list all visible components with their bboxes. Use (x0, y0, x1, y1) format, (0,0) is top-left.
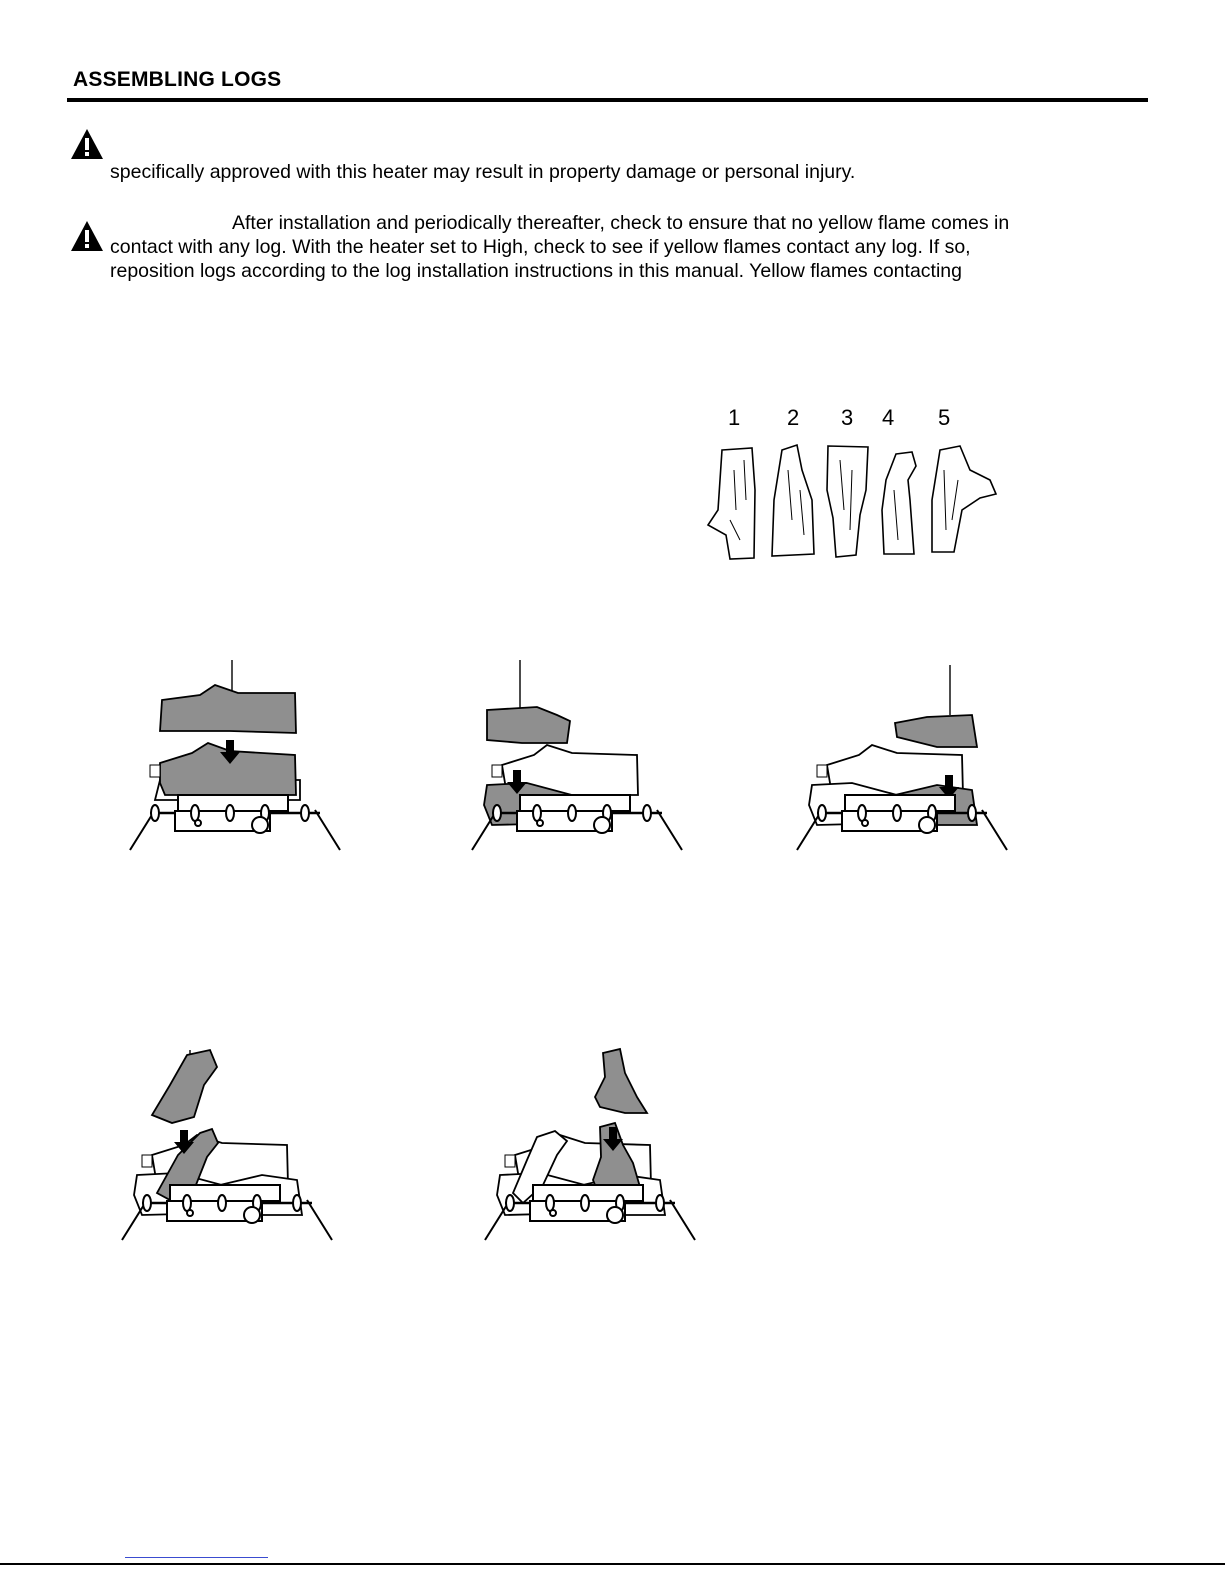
warning-triangle-icon (70, 220, 104, 252)
log-number-3: 3 (841, 405, 854, 430)
footer-link-underline (125, 1557, 268, 1558)
log-2-drawing (487, 707, 570, 743)
log-number-5: 5 (938, 405, 951, 430)
section-title: ASSEMBLING LOGS (73, 68, 282, 91)
warning-2-line-3: reposition logs according to the log installation instructions in this manual. Yellow flames contacting (110, 260, 962, 282)
step-2-illustration (462, 655, 692, 865)
log-3-drawing (827, 446, 868, 557)
warning-1-line-1: specifically approved with this heater may result in property damage or personal injury. (110, 161, 856, 183)
log-number-1: 1 (728, 405, 741, 430)
log-5-drawing (595, 1049, 647, 1113)
valve-drawing (492, 765, 502, 777)
grate-drawing (130, 795, 340, 850)
title-rule (67, 98, 1148, 102)
valve-drawing (817, 765, 827, 777)
step-5-illustration (475, 1045, 705, 1255)
warning-2-line-1: After installation and periodically thereafter, check to ensure that no yellow flame comes in (232, 212, 1010, 234)
valve-drawing (150, 765, 160, 777)
warning-triangle-icon (70, 128, 104, 160)
log-set-illustration (700, 440, 1010, 570)
log-1-drawing (160, 685, 296, 733)
log-number-4: 4 (882, 405, 895, 430)
log-3-drawing (895, 715, 977, 747)
step-3-illustration (787, 655, 1017, 865)
valve-drawing (505, 1155, 515, 1167)
warning-2-line-2: contact with any log. With the heater set to High, check to see if yellow flames contact any log. If so, (110, 236, 971, 258)
log-2-drawing (772, 445, 814, 556)
log-4-drawing (152, 1050, 217, 1123)
footer-rule (0, 1563, 1225, 1565)
step-4-illustration (112, 1045, 342, 1255)
valve-drawing (142, 1155, 152, 1167)
log-4-drawing (882, 452, 916, 554)
log-number-2: 2 (787, 405, 800, 430)
log-5-drawing (932, 446, 996, 552)
step-1-illustration (120, 655, 350, 865)
log-1-drawing (708, 448, 755, 559)
